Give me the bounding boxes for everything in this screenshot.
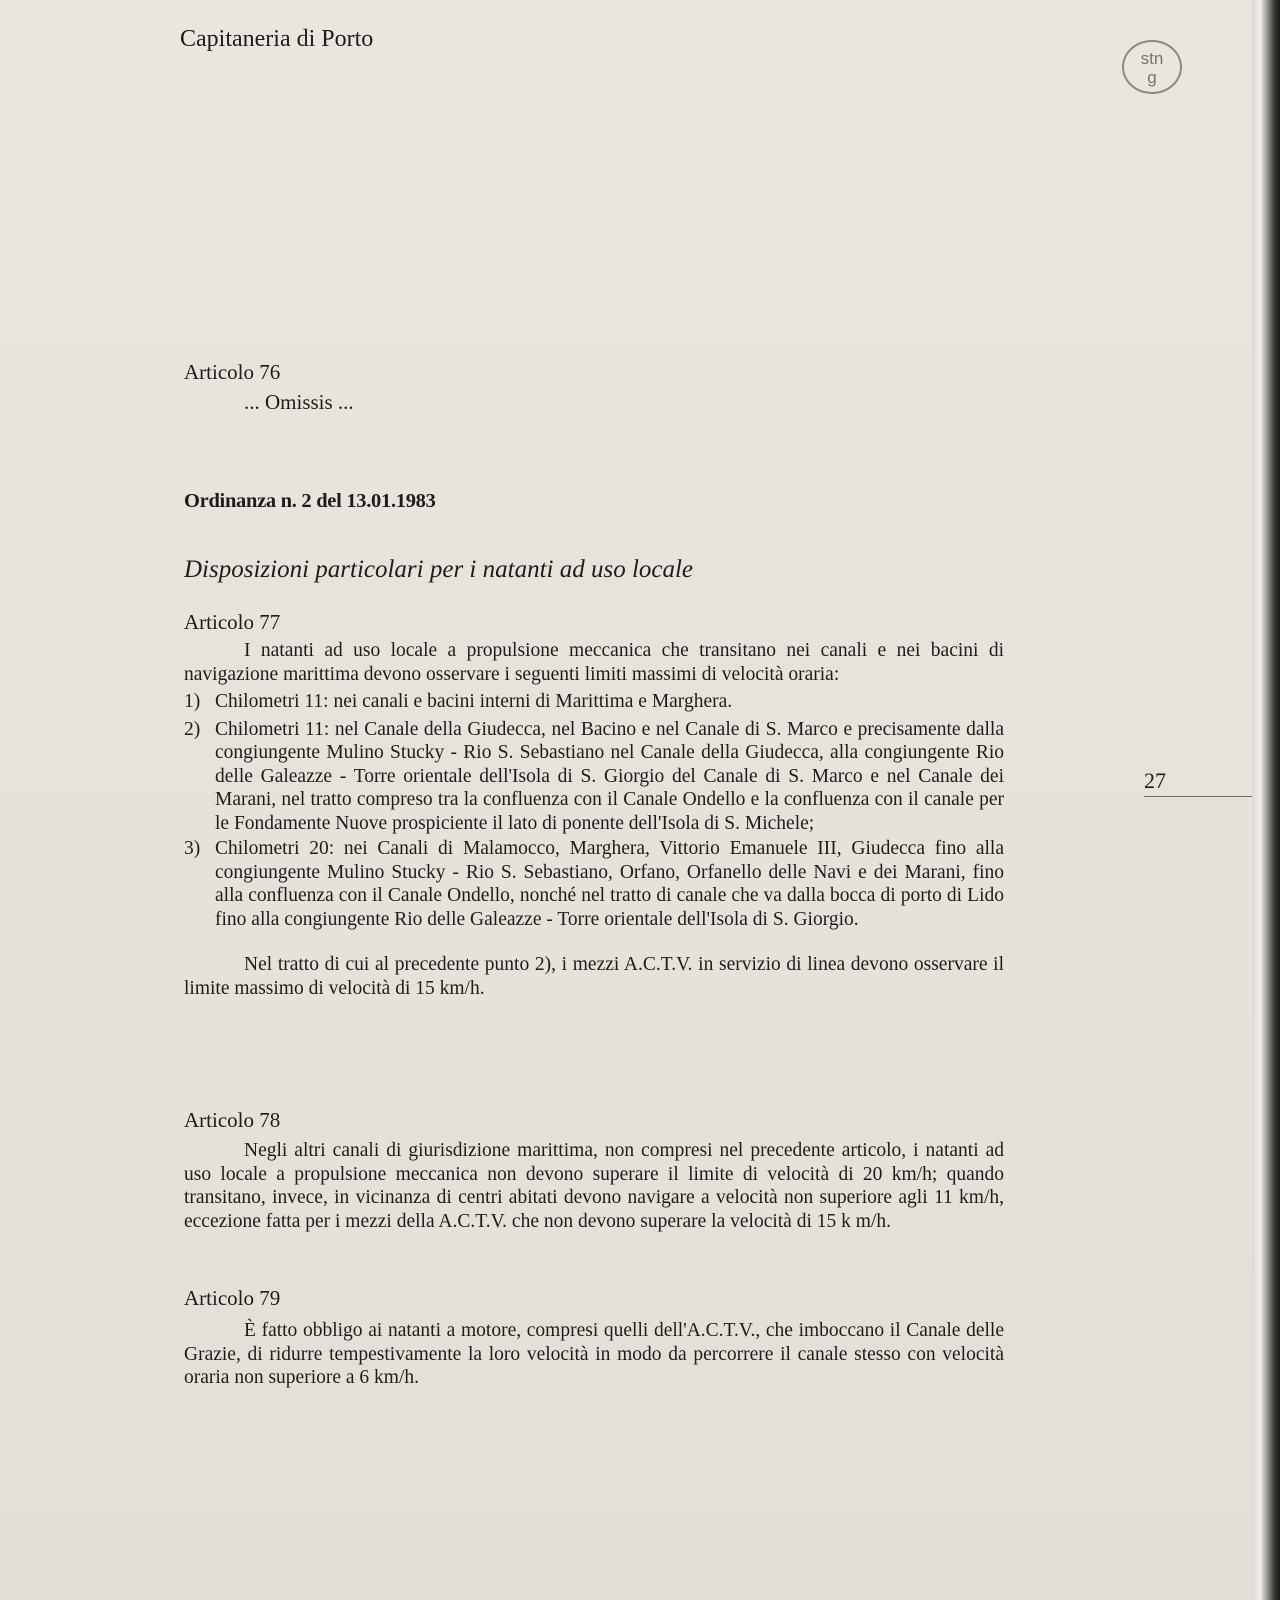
- stamp-line-2: g: [1147, 68, 1157, 87]
- library-stamp: [1122, 40, 1182, 94]
- page-edge: [1252, 0, 1280, 1600]
- article-77-intro: I natanti ad uso locale a propulsione meccanica che transitano nei canali e nei bacini di navigazione marittima devono osservare i seguenti limiti massimi di velocità oraria:: [184, 640, 1004, 685]
- list-item: [184, 690, 1004, 714]
- article-77-heading: Articolo 77: [184, 610, 281, 634]
- section-title: Disposizioni particolari per i natanti ad uso locale: [184, 556, 694, 583]
- list-item-number: 3): [184, 838, 201, 859]
- article-76-heading: Articolo 76: [184, 360, 281, 384]
- page-number: 27: [1144, 768, 1166, 793]
- article-77: [184, 610, 1004, 1000]
- article-78-text: Negli altri canali di giurisdizione marittima, non compresi nel precedente articolo, i natanti ad uso locale a propulsione meccanica non devono superare il limite di velocità di 20 km/h; quando transitano, invece, in vicinanza di centri abitati devono navigare a velocità non superiore agli 11 km/h, eccezione fatta per i mezzi della A.C.T.V. che non devono superare la velocità di 15 k m/h.: [184, 1140, 1004, 1232]
- article-79-heading: Articolo 79: [184, 1286, 281, 1310]
- article-78-heading: Articolo 78: [184, 1108, 281, 1132]
- list-item-text: Chilometri 11: nel Canale della Giudecca, nel Bacino e nel Canale di S. Marco e precisamente dalla congiungente Mulino Stucky - Rio S. Sebastiano nel Canale della Giudecca, alla congiungente Rio delle Galeazze - Torre orientale dell'Isola di S. Giorgio del Canale di S. Marco e nel Canale dei Marani, nel tratto compreso tra la confluenza con il Canale Ondello e la confluenza con il canale per le Fondamente Nuove prospiciente il lato di ponente dell'Isola di S. Michele;: [215, 718, 1004, 834]
- speed-limit-list: [184, 690, 1004, 931]
- list-item-text: Chilometri 11: nei canali e bacini interni di Marittima e Marghera.: [215, 691, 733, 712]
- article-79: [184, 1286, 1004, 1390]
- page-number-rule: [1144, 796, 1264, 797]
- article-76-omissis: ... Omissis ...: [244, 390, 354, 414]
- list-item-number: 2): [184, 718, 201, 740]
- running-header: Capitaneria di Porto: [180, 26, 374, 52]
- article-77-closing: Nel tratto di cui al precedente punto 2), i mezzi A.C.T.V. in servizio di linea devono osservare il limite massimo di velocità di 15 km/h.: [184, 954, 1004, 999]
- article-78: [184, 1108, 1004, 1233]
- list-item: [184, 718, 1004, 836]
- article-79-text: È fatto obbligo ai natanti a motore, compresi quelli dell'A.C.T.V., che imboccano il Canale delle Grazie, di ridurre tempestivamente la loro velocità in modo da percorrere il canale stesso con velocità oraria non superiore a 6 km/h.: [184, 1320, 1004, 1388]
- list-item-text: Chilometri 20: nei Canali di Malamocco, Marghera, Vittorio Emanuele III, Giudecca fino alla congiungente Mulino Stucky - Rio S. Sebastiano, Orfano, Orfanello delle Navi e dei Marani, fino alla confluenza con il Canale Ondello, nonché nel tratto di canale che va dalla bocca di porto di Lido fino alla congiungente Rio delle Galeazze - Torre orientale dell'Isola di S. Giorgio.: [215, 838, 1004, 930]
- stamp-line-1: stn: [1140, 49, 1164, 68]
- list-item: [184, 837, 1004, 931]
- list-item-number: 1): [184, 691, 201, 712]
- ordinanza-title: Ordinanza n. 2 del 13.01.1983: [184, 490, 436, 512]
